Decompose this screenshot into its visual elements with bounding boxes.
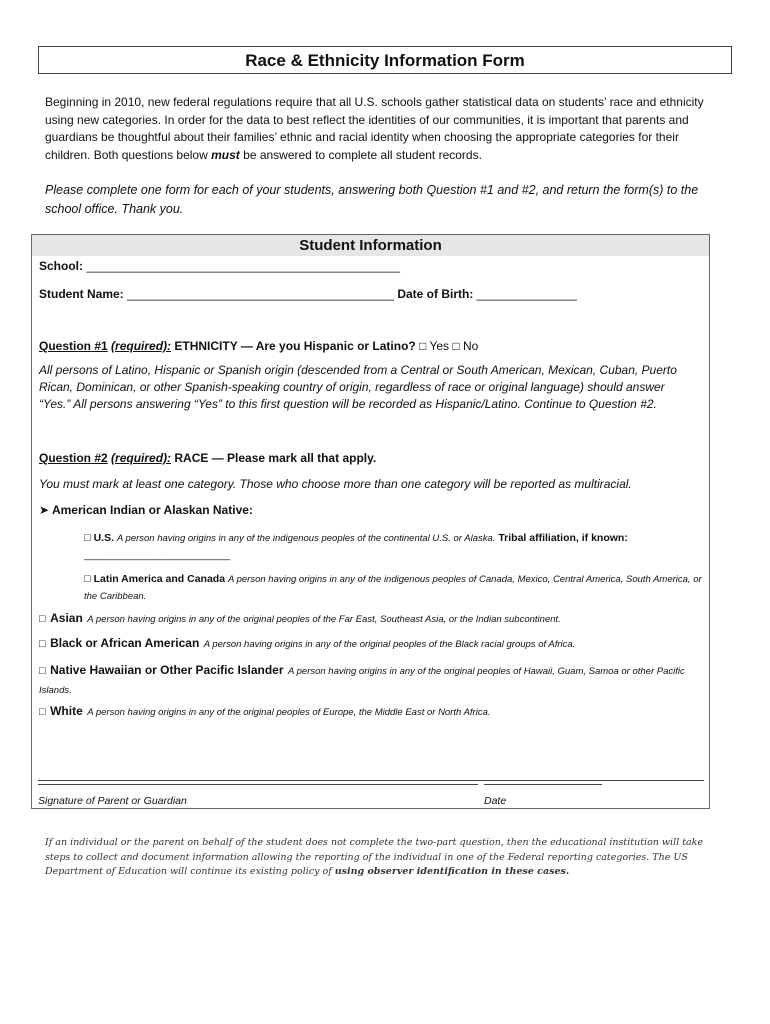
- date-line[interactable]: [482, 780, 602, 781]
- latam-native-option: [84, 571, 704, 605]
- black-desc: A person having origins in any of the original peoples of the Black racial groups of Africa.: [203, 639, 576, 650]
- race-option-hawaiian: [39, 661, 704, 699]
- american-indian-label: American Indian or Alaskan Native:: [51, 503, 253, 517]
- american-indian-heading: [39, 503, 253, 517]
- q1-no-checkbox[interactable]: □ No: [452, 339, 479, 353]
- dob-label: Date of Birth:: [397, 287, 474, 301]
- school-row: [39, 259, 400, 273]
- intro-paragraph: [45, 94, 725, 164]
- white-checkbox[interactable]: □: [39, 706, 46, 718]
- intro-text-2: be answered to complete all student records.: [243, 147, 482, 162]
- q1-yes-checkbox[interactable]: □ Yes: [419, 339, 450, 353]
- footer-text: If an individual or the parent on behalf of the student does not complete the two-part question, then the educational institution will take steps to collect and document information allowing the reporting of the individual in one of the Federal reporting categories. The US Department of Education will continue its existing policy of: [45, 837, 704, 877]
- q2-required: (required):: [111, 451, 172, 465]
- student-name-field[interactable]: ________________________________________: [127, 287, 394, 301]
- form-title: Race & Ethnicity Information Form: [38, 46, 732, 74]
- arrow-right-icon: ➤: [39, 503, 50, 517]
- date-field[interactable]: [484, 784, 602, 785]
- hawaiian-label: Native Hawaiian or Other Pacific Islander: [50, 663, 284, 677]
- black-label: Black or African American: [50, 636, 200, 650]
- tribal-field[interactable]: _________________________: [84, 549, 230, 561]
- q2-note: You must mark at least one category. Those who choose more than one category will be reported as multiracial.: [39, 477, 632, 491]
- question-1: [39, 339, 478, 353]
- tribal-label: Tribal affiliation, if known:: [498, 532, 628, 544]
- latam-label: Latin America and Canada: [93, 573, 226, 585]
- latam-checkbox[interactable]: □: [84, 573, 91, 585]
- asian-checkbox[interactable]: □: [39, 613, 46, 625]
- intro-must: must: [211, 147, 240, 162]
- student-name-label: Student Name:: [39, 287, 124, 301]
- hawaiian-desc: A person having origins in any of the original peoples of Hawaii, Guam, Samoa or other Pacific Islands.: [39, 666, 685, 696]
- intro-text-1: Beginning in 2010, new federal regulations require that all U.S. schools gather statistical data on students’ race and ethnicity using new categories. In order for the data to best reflect the identities of our communities, it is important that parents and guardians be thoughtful about their families’ ethnic and racial identity when choosing the appropriate categories for their children. Both questions below: [45, 95, 704, 162]
- school-label: School:: [39, 259, 83, 273]
- signature-field[interactable]: [38, 784, 478, 785]
- signature-label: Signature of Parent or Guardian: [38, 795, 187, 807]
- school-field[interactable]: _______________________________________________: [86, 259, 401, 273]
- footer-bold: using observer identification in these cases.: [334, 866, 570, 877]
- student-info-heading: Student Information: [32, 235, 709, 256]
- dob-field[interactable]: _______________: [476, 287, 577, 301]
- instructions: Please complete one form for each of your students, answering both Question #1 and #2, and return the form(s) to the school office. Thank you.: [45, 183, 699, 216]
- q1-label: Question #1: [39, 339, 108, 353]
- white-desc: A person having origins in any of the original peoples of Europe, the Middle East or North Africa.: [87, 707, 491, 718]
- question-2: [39, 451, 376, 465]
- latam-desc: A person having origins in any of the indigenous peoples of Canada, Mexico, Central America, South America, or the Caribbean.: [84, 574, 702, 602]
- us-desc: A person having origins in any of the indigenous peoples of the continental U.S. or Alaska.: [116, 533, 496, 544]
- us-label: U.S.: [93, 532, 114, 544]
- hawaiian-checkbox[interactable]: □: [39, 665, 46, 677]
- student-info-panel: [31, 234, 710, 809]
- race-option-white: [39, 703, 704, 721]
- footer-note: [45, 836, 730, 880]
- us-checkbox[interactable]: □: [84, 532, 91, 544]
- q2-text: RACE — Please mark all that apply.: [174, 451, 377, 465]
- q1-text: ETHNICITY — Are you Hispanic or Latino?: [174, 339, 416, 353]
- us-native-option: [84, 530, 704, 563]
- race-option-asian: [39, 610, 704, 628]
- q2-label: Question #2: [39, 451, 108, 465]
- race-option-black: [39, 635, 704, 653]
- student-name-row: [39, 287, 577, 301]
- date-label: Date: [484, 795, 507, 807]
- q1-explanation: All persons of Latino, Hispanic or Spanish origin (descended from a Central or South American, Mexican, Cuban, Puerto Rican, Dominican, or other Spanish-speaking country of origin, regardless of race or original language) should answer “Yes.” All persons answering “Yes” to this first question will be recorded as Hispanic/Latino. Continue to Question #2.: [39, 363, 677, 411]
- black-checkbox[interactable]: □: [39, 638, 46, 650]
- white-label: White: [50, 704, 83, 718]
- asian-desc: A person having origins in any of the original peoples of the Far East, Southeast Asia, or the Indian subcontinent.: [87, 614, 561, 625]
- q1-required: (required):: [111, 339, 172, 353]
- signature-line[interactable]: [38, 780, 704, 781]
- asian-label: Asian: [50, 611, 83, 625]
